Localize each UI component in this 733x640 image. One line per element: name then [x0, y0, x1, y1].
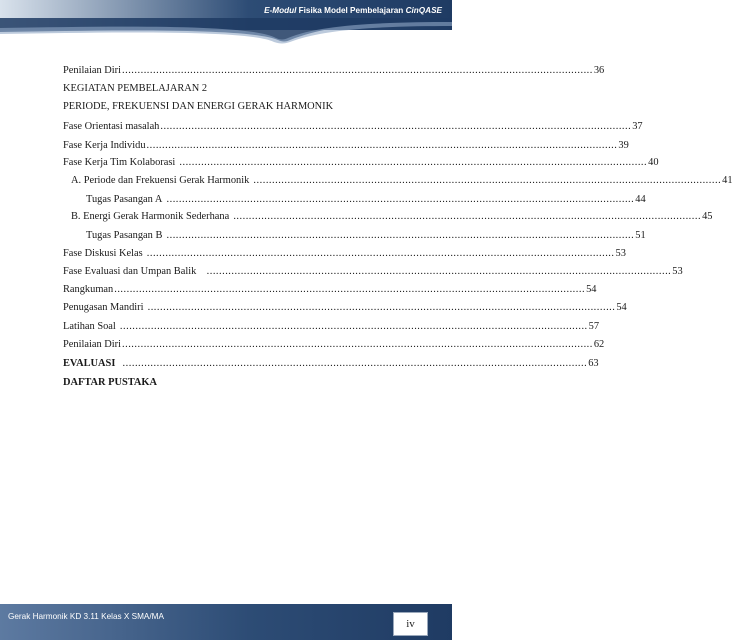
toc-entry-label: Penilaian Diri: [63, 65, 122, 76]
toc-entry-page: 63: [588, 358, 599, 369]
toc-dot-leader: .......................................................................................................................................................: [176, 157, 648, 168]
toc-entry[interactable]: [63, 265, 683, 279]
toc-entry-page: 54: [586, 284, 597, 295]
toc-entry[interactable]: [63, 247, 626, 261]
page-header: [0, 0, 452, 30]
toc-entry[interactable]: [86, 229, 646, 243]
toc-section-heading: KEGIATAN PEMBELAJARAN 2: [63, 83, 208, 94]
toc-entry-page: 53: [615, 248, 626, 259]
toc-entry-page: 39: [618, 140, 629, 151]
toc-entry-label: Tugas Pasangan B: [86, 230, 163, 241]
toc-entry[interactable]: [63, 283, 597, 297]
toc-dot-leader: .......................................................................................................................................................: [163, 194, 635, 205]
toc-dot-leader: ........................................................................................................................................................: [122, 339, 593, 350]
toc-entry-label: Fase Evaluasi dan Umpan Balik: [63, 266, 197, 277]
toc-entry-label: B. Energi Gerak Harmonik Sederhana: [71, 211, 230, 222]
toc-dot-leader: ......................................................................................................................................................: [197, 266, 672, 277]
toc-entry[interactable]: [63, 139, 629, 153]
toc-entry[interactable]: [71, 174, 733, 188]
toc-entry-label: Latihan Soal: [63, 321, 116, 332]
footer-text: Gerak Harmonik KD 3.11 Kelas X SMA/MA: [8, 612, 164, 621]
toc-entry[interactable]: [86, 193, 646, 207]
toc-dot-leader: .......................................................................................................................................................: [163, 230, 635, 241]
header-title-brand: CinQASE: [405, 6, 442, 15]
toc-entry[interactable]: [63, 156, 659, 170]
toc-dot-leader: .......................................................................................................................................................: [250, 175, 722, 186]
toc-dot-leader: ........................................................................................................................................................: [114, 284, 586, 295]
toc-entry-page: 37: [632, 121, 643, 132]
header-wave-decoration: [0, 18, 452, 44]
toc-entry-label: Fase Kerja Individu: [63, 140, 146, 151]
toc-dot-leader: .......................................................................................................................................................: [143, 248, 615, 259]
header-title: [264, 6, 442, 15]
toc-dot-leader: .......................................................................................................................................................: [116, 321, 588, 332]
toc-entry-label: Fase Kerja Tim Kolaborasi: [63, 157, 176, 168]
toc-entry-page: 62: [593, 339, 605, 350]
toc-entry[interactable]: [63, 120, 643, 134]
toc-entry-label: Tugas Pasangan A: [86, 194, 163, 205]
toc-entry-label: Penilaian Diri: [63, 339, 122, 350]
toc-entry-label: Fase Orientasi masalah: [63, 121, 160, 132]
toc-dot-leader: ........................................................................................................................................................: [146, 140, 618, 151]
toc-entry[interactable]: [63, 320, 600, 334]
toc-entry[interactable]: [63, 357, 599, 371]
toc-entry-label: EVALUASI: [63, 358, 116, 369]
header-title-rest: Fisika Model Pembelajaran: [296, 6, 406, 15]
header-title-italic: E-Modul: [264, 6, 297, 15]
toc-dot-leader: ........................................................................................................................................................: [160, 121, 632, 132]
toc-entry-daftar-pustaka[interactable]: DAFTAR PUSTAKA: [63, 377, 157, 388]
toc-entry-page: 45: [702, 211, 713, 222]
toc-entry-label: A. Periode dan Frekuensi Gerak Harmonik: [71, 175, 250, 186]
toc-entry-page: 41: [722, 175, 733, 186]
toc-entry-page: 53: [672, 266, 683, 277]
toc-dot-leader: ........................................................................................................................................................: [122, 65, 593, 76]
toc-entry-label: Penugasan Mandiri: [63, 302, 144, 313]
toc-section-title: PERIODE, FREKUENSI DAN ENERGI GERAK HARMONIK: [63, 101, 334, 112]
toc-entry-page: 51: [635, 230, 646, 241]
toc-entry[interactable]: [63, 301, 627, 315]
toc-entry-page: 57: [588, 321, 600, 332]
toc-entry-page: 54: [616, 302, 627, 313]
toc-entry-page: 44: [635, 194, 646, 205]
toc-entry-label: Rangkuman: [63, 284, 114, 295]
toc-entry[interactable]: [71, 210, 713, 224]
toc-entry[interactable]: [63, 64, 605, 78]
toc-entry[interactable]: [63, 338, 605, 352]
toc-entry-page: 36: [593, 65, 605, 76]
toc-entry-label: Fase Diskusi Kelas: [63, 248, 143, 259]
page-footer: [0, 604, 452, 640]
toc-dot-leader: ......................................................................................................................................................: [116, 358, 588, 369]
toc-dot-leader: .......................................................................................................................................................: [230, 211, 702, 222]
toc-dot-leader: .......................................................................................................................................................: [144, 302, 616, 313]
toc-entry-page: 40: [648, 157, 659, 168]
page-number: iv: [393, 612, 428, 636]
